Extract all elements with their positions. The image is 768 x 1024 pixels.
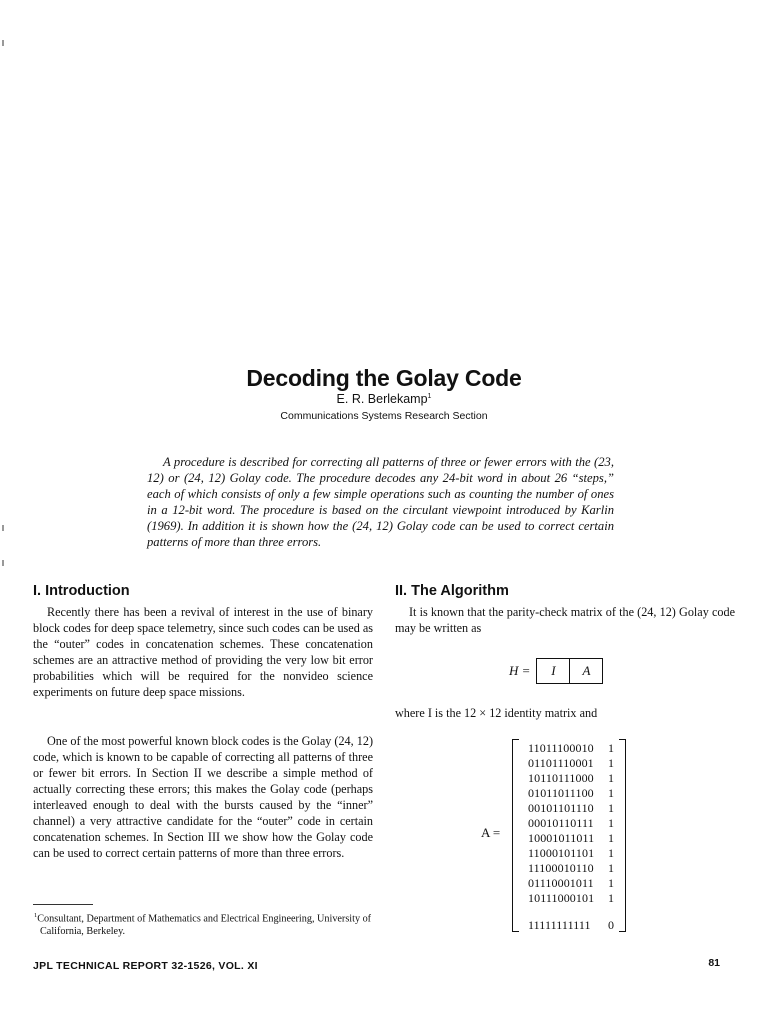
matrix-row xyxy=(528,816,614,831)
intro-paragraph-1: Recently there has been a revival of interest in the use of binary block codes for deep space telemetry, since such codes can be used as the “outer” codes in concatenation schemes. These concatenation schemes are an attractive method of providing the very low bit error probabilities which will be required for the nonvideo science experiments on future deep space missions. xyxy=(33,605,373,699)
matrix-row-last-bit: 1 xyxy=(608,861,615,875)
matrix-row xyxy=(528,861,614,876)
equation-cell-a: A xyxy=(569,659,602,683)
matrix-row-bits: 10001011011 xyxy=(528,831,595,845)
matrix-row xyxy=(528,831,614,846)
matrix-row-bits: 01101110001 xyxy=(528,756,594,770)
matrix-row xyxy=(528,918,614,933)
matrix-row-bits: 11011100010 xyxy=(528,741,594,755)
matrix-row-bits: 00101101110 xyxy=(528,801,594,815)
parity-check-equation xyxy=(509,658,603,684)
matrix-row-last-bit: 1 xyxy=(608,816,615,830)
matrix-row xyxy=(528,756,614,771)
matrix-row-bits: 00010110111 xyxy=(528,816,594,830)
matrix-left-bracket xyxy=(512,739,519,932)
scan-mark xyxy=(2,40,4,46)
scan-mark xyxy=(2,560,4,566)
matrix-row-last-bit: 0 xyxy=(608,918,615,932)
section-heading-algorithm: II. The Algorithm xyxy=(395,583,509,599)
author-footnote-mark: 1 xyxy=(427,392,432,400)
equation-matrix-box xyxy=(536,658,603,684)
matrix-row-last-bit: 1 xyxy=(608,891,615,905)
matrix-row-last-bit: 1 xyxy=(608,771,615,785)
footnote-text: Consultant, Department of Mathematics and Electrical Engineering, University of California, Berkeley. xyxy=(37,913,372,938)
matrix-row-last-bit: 1 xyxy=(608,831,615,845)
equation-cell-identity: I xyxy=(551,663,556,678)
section-heading-introduction: I. Introduction xyxy=(33,583,130,599)
scan-mark xyxy=(2,525,4,531)
matrix-row-bits: 10110111000 xyxy=(528,771,594,785)
footer-journal: JPL TECHNICAL REPORT 32-1526, VOL. XI xyxy=(33,960,258,972)
matrix-row-last-bit: 1 xyxy=(608,786,615,800)
abstract: A procedure is described for correcting all patterns of three or fewer errors with the (23, 12) or (24, 12) Golay code. The procedure decodes any 24-bit word in about 26 “steps,” each of which consists of only a few simple operations such as counting the number of ones in a 12-bit word. The procedure is based on the circulant viewpoint introduced by Karlin (1969). In addition it is shown how the (24, 12) Golay code can be used to correct certain patterns of more than three errors. xyxy=(147,455,614,549)
matrix-row-last-bit: 1 xyxy=(608,756,615,770)
matrix-row xyxy=(528,786,614,801)
matrix-row xyxy=(528,801,614,816)
matrix-row-bits: 01110001011 xyxy=(528,876,594,890)
matrix-row xyxy=(528,891,614,906)
footnote-divider xyxy=(33,904,93,905)
footnote xyxy=(34,909,380,938)
matrix-row-bits: 11111111111 xyxy=(528,918,591,932)
author-name: E. R. Berlekamp xyxy=(336,392,428,406)
where-text: where I is the 12 × 12 identity matrix and xyxy=(395,706,598,720)
footer-page-number: 81 xyxy=(708,957,720,969)
matrix-row-bits: 10111000101 xyxy=(528,891,595,905)
matrix-row xyxy=(528,876,614,891)
author-line xyxy=(0,392,768,406)
matrix-row-last-bit: 1 xyxy=(608,876,615,890)
matrix-row xyxy=(528,741,614,756)
equation-lhs: H = xyxy=(509,663,531,678)
matrix-row-bits: 11100010110 xyxy=(528,861,594,875)
matrix-right-bracket xyxy=(619,739,626,932)
matrix-row-last-bit: 1 xyxy=(608,801,615,815)
matrix-row-bits: 11000101101 xyxy=(528,846,595,860)
footnote-mark: 1 xyxy=(34,912,38,919)
matrix-a xyxy=(512,739,626,932)
matrix-row-bits: 01011011100 xyxy=(528,786,594,800)
algorithm-paragraph: It is known that the parity-check matrix of the (24, 12) Golay code may be written as xyxy=(395,605,735,635)
intro-paragraph-2: One of the most powerful known block codes is the Golay (24, 12) code, which is known to be capable of correcting all patterns of three or fewer bit errors. In Section II we describe a simple method of actually correcting these errors; this makes the Golay code (perhaps interleaved enough to deal with the bursts caused by the “inner” channel) a very attractive candidate for the “outer” code in certain concatenation schemes. In Section III we show how the Golay code can be used to correct certain patterns of more than three errors. xyxy=(33,734,373,860)
matrix-row xyxy=(528,771,614,786)
matrix-row-last-bit: 1 xyxy=(608,846,615,860)
affiliation: Communications Systems Research Section xyxy=(280,410,488,422)
paper-title: Decoding the Golay Code xyxy=(246,365,522,392)
matrix-row-last-bit: 1 xyxy=(608,741,615,755)
matrix-a-label: A = xyxy=(481,825,501,840)
matrix-row xyxy=(528,846,614,861)
